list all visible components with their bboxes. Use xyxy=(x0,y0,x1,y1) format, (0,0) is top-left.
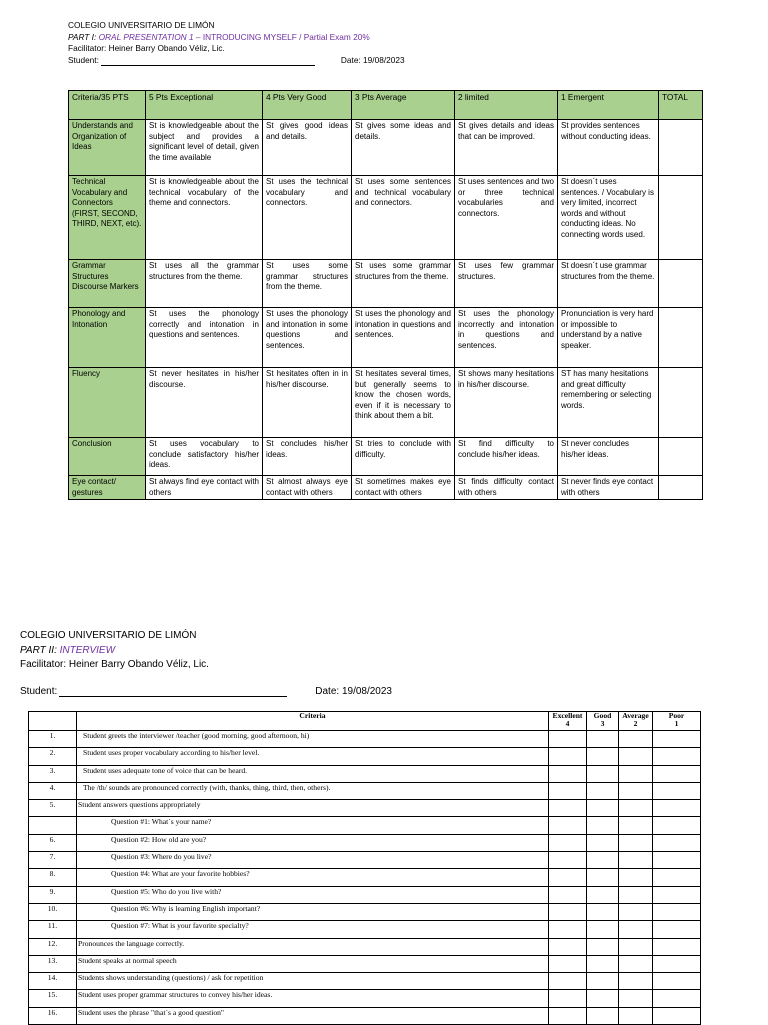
rubric-header-average: 3 Pts Average xyxy=(352,91,455,120)
rubric-cell: St uses all the grammar structures from the theme. xyxy=(146,260,263,308)
interview-score-good-cell[interactable] xyxy=(587,903,619,920)
interview-score-good-cell[interactable] xyxy=(587,973,619,990)
interview-score-poor-cell[interactable] xyxy=(653,990,701,1007)
rubric-criteria-cell: Understands and Organization of Ideas xyxy=(69,120,146,176)
interview-row xyxy=(29,782,701,799)
interview-score-good-cell[interactable] xyxy=(587,834,619,851)
interview-row-criteria: Student uses the phrase "that´s a good question" xyxy=(77,1007,549,1024)
interview-header-average-label: Average xyxy=(622,711,649,720)
interview-score-good-cell[interactable] xyxy=(587,938,619,955)
rubric-cell: St doesn´t use grammar structures from the theme. xyxy=(558,260,659,308)
rubric-cell: St uses some sentences and technical vocabulary and connectors. xyxy=(352,176,455,260)
interview-row-number: 13. xyxy=(29,955,77,972)
interview-row-criteria: Pronounces the language correctly. xyxy=(77,938,549,955)
interview-score-average-cell[interactable] xyxy=(619,731,653,748)
interview-score-average-cell[interactable] xyxy=(619,748,653,765)
rubric-row xyxy=(69,308,703,368)
interview-row-criteria: Students shows understanding (questions) / ask for repetition xyxy=(77,973,549,990)
rubric-cell: St doesn´t uses sentences. / Vocabulary is very limited, incorrect words and without conducting ideas. No connecting words used. xyxy=(558,176,659,260)
interview-score-good-cell[interactable] xyxy=(587,765,619,782)
interview-row-number: 10. xyxy=(29,903,77,920)
interview-row xyxy=(29,973,701,990)
interview-row-criteria: Question #3: Where do you live? xyxy=(77,852,549,869)
rubric-total-cell[interactable] xyxy=(659,176,703,260)
rubric-cell: St concludes his/her ideas. xyxy=(263,438,352,476)
interview-score-excellent-cell[interactable] xyxy=(549,765,587,782)
interview-row-number: 15. xyxy=(29,990,77,1007)
rubric-cell: St uses few grammar structures. xyxy=(455,260,558,308)
interview-row-criteria: Question #7: What is your favorite specialty? xyxy=(77,921,549,938)
interview-row xyxy=(29,921,701,938)
interview-score-poor-cell[interactable] xyxy=(653,973,701,990)
interview-header-average-points: 2 xyxy=(633,719,638,728)
part1-facilitator: Facilitator: Heiner Barry Obando Véliz, Lic. xyxy=(68,43,225,53)
rubric-criteria-cell: Conclusion xyxy=(69,438,146,476)
interview-row xyxy=(29,903,701,920)
interview-score-average-cell[interactable] xyxy=(619,1007,653,1024)
part2-student-line xyxy=(20,685,392,697)
interview-row-number: 1. xyxy=(29,731,77,748)
interview-row xyxy=(29,955,701,972)
interview-score-average-cell[interactable] xyxy=(619,765,653,782)
rubric-cell: ST has many hesitations and great difficulty remembering or selecting words. xyxy=(558,368,659,438)
interview-score-average-cell[interactable] xyxy=(619,938,653,955)
interview-score-poor-cell[interactable] xyxy=(653,748,701,765)
interview-row-number: 8. xyxy=(29,869,77,886)
rubric-cell: St uses the technical vocabulary and connectors. xyxy=(263,176,352,260)
rubric-cell: St gives details and ideas that can be improved. xyxy=(455,120,558,176)
part1-student-label: Student: xyxy=(68,54,99,65)
part2-date: Date: 19/08/2023 xyxy=(315,686,392,697)
interview-row xyxy=(29,817,701,834)
rubric-cell: St never hesitates in his/her discourse. xyxy=(146,368,263,438)
rubric-row xyxy=(69,368,703,438)
interview-score-good-cell[interactable] xyxy=(587,1007,619,1024)
interview-score-poor-cell[interactable] xyxy=(653,817,701,834)
interview-row-number: 9. xyxy=(29,886,77,903)
rubric-header-exceptional: 5 Pts Exceptional xyxy=(146,91,263,120)
rubric-table xyxy=(68,90,703,500)
interview-header-criteria: Criteria xyxy=(77,712,549,731)
interview-score-good-cell[interactable] xyxy=(587,731,619,748)
rubric-row xyxy=(69,438,703,476)
interview-header-poor-points: 1 xyxy=(674,719,679,728)
interview-row-criteria: Student uses adequate tone of voice that can be heard. xyxy=(77,765,549,782)
interview-score-good-cell[interactable] xyxy=(587,990,619,1007)
interview-header-excellent-points: 4 xyxy=(565,719,570,728)
rubric-header-criteria: Criteria/35 PTS xyxy=(69,91,146,120)
rubric-criteria-cell: Grammar Structures Discourse Markers xyxy=(69,260,146,308)
interview-score-average-cell[interactable] xyxy=(619,782,653,799)
interview-row-number: 11. xyxy=(29,921,77,938)
rubric-criteria-cell: Eye contact/ gestures xyxy=(69,476,146,500)
interview-row xyxy=(29,852,701,869)
interview-score-excellent-cell[interactable] xyxy=(549,782,587,799)
rubric-cell: St gives good ideas and details. xyxy=(263,120,352,176)
part1-title-line xyxy=(68,32,405,44)
interview-row xyxy=(29,748,701,765)
interview-row-criteria: Student greets the interviewer /teacher (good morning, good afternoon, hi) xyxy=(77,731,549,748)
interview-score-poor-cell[interactable] xyxy=(653,921,701,938)
rubric-criteria-cell: Technical Vocabulary and Connectors (FIRST, SECOND, THIRD, NEXT, etc). xyxy=(69,176,146,260)
interview-score-poor-cell[interactable] xyxy=(653,955,701,972)
rubric-total-cell[interactable] xyxy=(659,438,703,476)
interview-score-average-cell[interactable] xyxy=(619,921,653,938)
rubric-total-cell[interactable] xyxy=(659,260,703,308)
rubric-cell: St uses some grammar structures from the theme. xyxy=(352,260,455,308)
part2-facilitator: Facilitator: Heiner Barry Obando Véliz, Lic. xyxy=(20,659,209,670)
interview-score-poor-cell[interactable] xyxy=(653,852,701,869)
interview-score-excellent-cell[interactable] xyxy=(549,886,587,903)
interview-score-excellent-cell[interactable] xyxy=(549,731,587,748)
interview-row xyxy=(29,938,701,955)
interview-score-excellent-cell[interactable] xyxy=(549,921,587,938)
rubric-row xyxy=(69,260,703,308)
rubric-cell: St provides sentences without conducting ideas. xyxy=(558,120,659,176)
interview-header-good xyxy=(587,712,619,731)
rubric-cell: St never finds eye contact with others xyxy=(558,476,659,500)
rubric-cell: St hesitates often in in his/her discourse. xyxy=(263,368,352,438)
part1-student-name-field[interactable] xyxy=(101,56,315,66)
interview-score-average-cell[interactable] xyxy=(619,973,653,990)
part2-student-label: Student: xyxy=(20,686,58,697)
rubric-criteria-cell: Phonology and Intonation xyxy=(69,308,146,368)
interview-header-excellent xyxy=(549,712,587,731)
interview-score-average-cell[interactable] xyxy=(619,990,653,1007)
part2-student-name-field[interactable] xyxy=(59,685,287,697)
interview-score-poor-cell[interactable] xyxy=(653,800,701,817)
interview-body xyxy=(29,731,701,1025)
interview-row-number: 5. xyxy=(29,800,77,817)
interview-score-poor-cell[interactable] xyxy=(653,869,701,886)
rubric-cell: St uses sentences and two or three technical vocabularies and connectors. xyxy=(455,176,558,260)
part1-part-subtitle: INTRODUCING MYSELF / Partial Exam 20% xyxy=(202,31,370,42)
rubric-header-total: TOTAL xyxy=(659,91,703,120)
rubric-cell: St uses the phonology and intonation in some questions and sentences. xyxy=(263,308,352,368)
interview-header-good-label: Good xyxy=(593,711,612,720)
interview-row-criteria: Student answers questions appropriately xyxy=(77,800,549,817)
interview-row xyxy=(29,800,701,817)
interview-score-excellent-cell[interactable] xyxy=(549,990,587,1007)
part1-part-dash: – xyxy=(193,31,203,42)
rubric-header-limited: 2 limited xyxy=(455,91,558,120)
interview-row-number: 7. xyxy=(29,852,77,869)
rubric-header-row xyxy=(69,91,703,120)
interview-row-criteria: Student speaks at normal speech xyxy=(77,955,549,972)
interview-header-average xyxy=(619,712,653,731)
interview-score-good-cell[interactable] xyxy=(587,800,619,817)
interview-row xyxy=(29,834,701,851)
interview-header-good-points: 3 xyxy=(600,719,605,728)
rubric-cell: St finds difficulty contact with others xyxy=(455,476,558,500)
interview-score-good-cell[interactable] xyxy=(587,748,619,765)
interview-row-criteria: Question #2: How old are you? xyxy=(77,834,549,851)
interview-row xyxy=(29,990,701,1007)
part1-school-name: COLEGIO UNIVERSITARIO DE LIMÓN xyxy=(68,20,215,30)
interview-score-excellent-cell[interactable] xyxy=(549,938,587,955)
interview-score-excellent-cell[interactable] xyxy=(549,1007,587,1024)
rubric-cell: St is knowledgeable about the subject and provides a significant level of detail, given the time available xyxy=(146,120,263,176)
interview-score-average-cell[interactable] xyxy=(619,886,653,903)
rubric-cell: St uses the phonology and intonation in questions and sentences. xyxy=(352,308,455,368)
interview-row-criteria: Question #6: Why is learning English important? xyxy=(77,903,549,920)
interview-row-criteria: Question #5: Who do you live with? xyxy=(77,886,549,903)
interview-score-good-cell[interactable] xyxy=(587,817,619,834)
interview-header-number xyxy=(29,712,77,731)
interview-score-excellent-cell[interactable] xyxy=(549,817,587,834)
interview-row xyxy=(29,731,701,748)
rubric-row xyxy=(69,476,703,500)
part1-part-title: ORAL PRESENTATION 1 xyxy=(98,31,194,42)
part1-header xyxy=(68,20,405,66)
interview-row xyxy=(29,1007,701,1024)
interview-score-poor-cell[interactable] xyxy=(653,938,701,955)
part1-part-label: PART I: xyxy=(68,31,97,42)
interview-header-poor xyxy=(653,712,701,731)
interview-score-good-cell[interactable] xyxy=(587,852,619,869)
interview-score-good-cell[interactable] xyxy=(587,869,619,886)
rubric-cell: St hesitates several times, but generally seems to know the chosen words, even if it is necessary to think about them a bit. xyxy=(352,368,455,438)
interview-score-average-cell[interactable] xyxy=(619,800,653,817)
interview-score-average-cell[interactable] xyxy=(619,903,653,920)
interview-score-excellent-cell[interactable] xyxy=(549,748,587,765)
interview-score-average-cell[interactable] xyxy=(619,852,653,869)
interview-score-excellent-cell[interactable] xyxy=(549,869,587,886)
rubric-cell: St uses the phonology incorrectly and intonation in questions and sentences. xyxy=(455,308,558,368)
interview-score-excellent-cell[interactable] xyxy=(549,955,587,972)
interview-header-poor-label: Poor xyxy=(668,711,685,720)
interview-score-poor-cell[interactable] xyxy=(653,834,701,851)
rubric-cell: St never concludes his/her ideas. xyxy=(558,438,659,476)
rubric-cell: St sometimes makes eye contact with others xyxy=(352,476,455,500)
interview-header-row xyxy=(29,712,701,731)
interview-score-average-cell[interactable] xyxy=(619,834,653,851)
part1-student-line xyxy=(68,55,405,67)
interview-score-excellent-cell[interactable] xyxy=(549,834,587,851)
part2-title-line xyxy=(20,644,209,659)
interview-row-criteria: Student uses proper grammar structures to convey his/her ideas. xyxy=(77,990,549,1007)
rubric-cell: St almost always eye contact with others xyxy=(263,476,352,500)
rubric-total-cell[interactable] xyxy=(659,368,703,438)
interview-row-number: 14. xyxy=(29,973,77,990)
interview-score-excellent-cell[interactable] xyxy=(549,973,587,990)
interview-row-number: 6. xyxy=(29,834,77,851)
rubric-row xyxy=(69,176,703,260)
rubric-cell: St uses vocabulary to conclude satisfactory his/her ideas. xyxy=(146,438,263,476)
rubric-cell: St uses some grammar structures from the theme. xyxy=(263,260,352,308)
interview-row-number: 3. xyxy=(29,765,77,782)
interview-score-poor-cell[interactable] xyxy=(653,1007,701,1024)
interview-score-excellent-cell[interactable] xyxy=(549,800,587,817)
interview-row-criteria: Question #4: What are your favorite hobbies? xyxy=(77,869,549,886)
interview-score-average-cell[interactable] xyxy=(619,869,653,886)
interview-score-average-cell[interactable] xyxy=(619,955,653,972)
rubric-cell: St tries to conclude with difficulty. xyxy=(352,438,455,476)
interview-score-poor-cell[interactable] xyxy=(653,782,701,799)
interview-row-criteria: Question #1: What´s your name? xyxy=(77,817,549,834)
part1-date: Date: 19/08/2023 xyxy=(340,54,405,65)
interview-score-poor-cell[interactable] xyxy=(653,886,701,903)
rubric-cell: St always find eye contact with others xyxy=(146,476,263,500)
part2-part-title: INTERVIEW xyxy=(59,644,116,656)
interview-row-number: 4. xyxy=(29,782,77,799)
interview-score-good-cell[interactable] xyxy=(587,886,619,903)
rubric-header-emergent: 1 Emergent xyxy=(558,91,659,120)
interview-row-criteria: The /th/ sounds are pronounced correctly (with, thanks, thing, third, then, others). xyxy=(77,782,549,799)
interview-header-excellent-label: Excellent xyxy=(552,711,583,720)
part2-part-label: PART II: xyxy=(20,644,57,656)
rubric-total-cell[interactable] xyxy=(659,120,703,176)
rubric-cell: St gives some ideas and details. xyxy=(352,120,455,176)
interview-score-excellent-cell[interactable] xyxy=(549,903,587,920)
interview-score-poor-cell[interactable] xyxy=(653,903,701,920)
interview-score-average-cell[interactable] xyxy=(619,817,653,834)
interview-row xyxy=(29,869,701,886)
interview-score-poor-cell[interactable] xyxy=(653,731,701,748)
rubric-header-very-good: 4 Pts Very Good xyxy=(263,91,352,120)
interview-score-poor-cell[interactable] xyxy=(653,765,701,782)
rubric-cell: St find difficulty to conclude his/her ideas. xyxy=(455,438,558,476)
interview-row-number: 12. xyxy=(29,938,77,955)
part2-header xyxy=(20,629,209,673)
interview-score-good-cell[interactable] xyxy=(587,782,619,799)
interview-row-number: 2. xyxy=(29,748,77,765)
interview-row xyxy=(29,886,701,903)
rubric-row xyxy=(69,120,703,176)
rubric-cell: St shows many hesitations in his/her discourse. xyxy=(455,368,558,438)
interview-row-number xyxy=(29,817,77,834)
rubric-total-cell[interactable] xyxy=(659,308,703,368)
interview-score-good-cell[interactable] xyxy=(587,921,619,938)
rubric-total-cell[interactable] xyxy=(659,476,703,500)
interview-score-good-cell[interactable] xyxy=(587,955,619,972)
rubric-cell: St is knowledgeable about the technical vocabulary of the theme and connectors. xyxy=(146,176,263,260)
rubric-cell: Pronunciation is very hard or impossible to understand by a native speaker. xyxy=(558,308,659,368)
rubric-criteria-cell: Fluency xyxy=(69,368,146,438)
rubric-cell: St uses the phonology correctly and intonation in questions and sentences. xyxy=(146,308,263,368)
interview-row-criteria: Student uses proper vocabulary according to his/her level. xyxy=(77,748,549,765)
interview-table xyxy=(28,711,701,1025)
interview-row-number: 16. xyxy=(29,1007,77,1024)
part2-school-name: COLEGIO UNIVERSITARIO DE LIMÓN xyxy=(20,630,197,641)
interview-score-excellent-cell[interactable] xyxy=(549,852,587,869)
interview-row xyxy=(29,765,701,782)
